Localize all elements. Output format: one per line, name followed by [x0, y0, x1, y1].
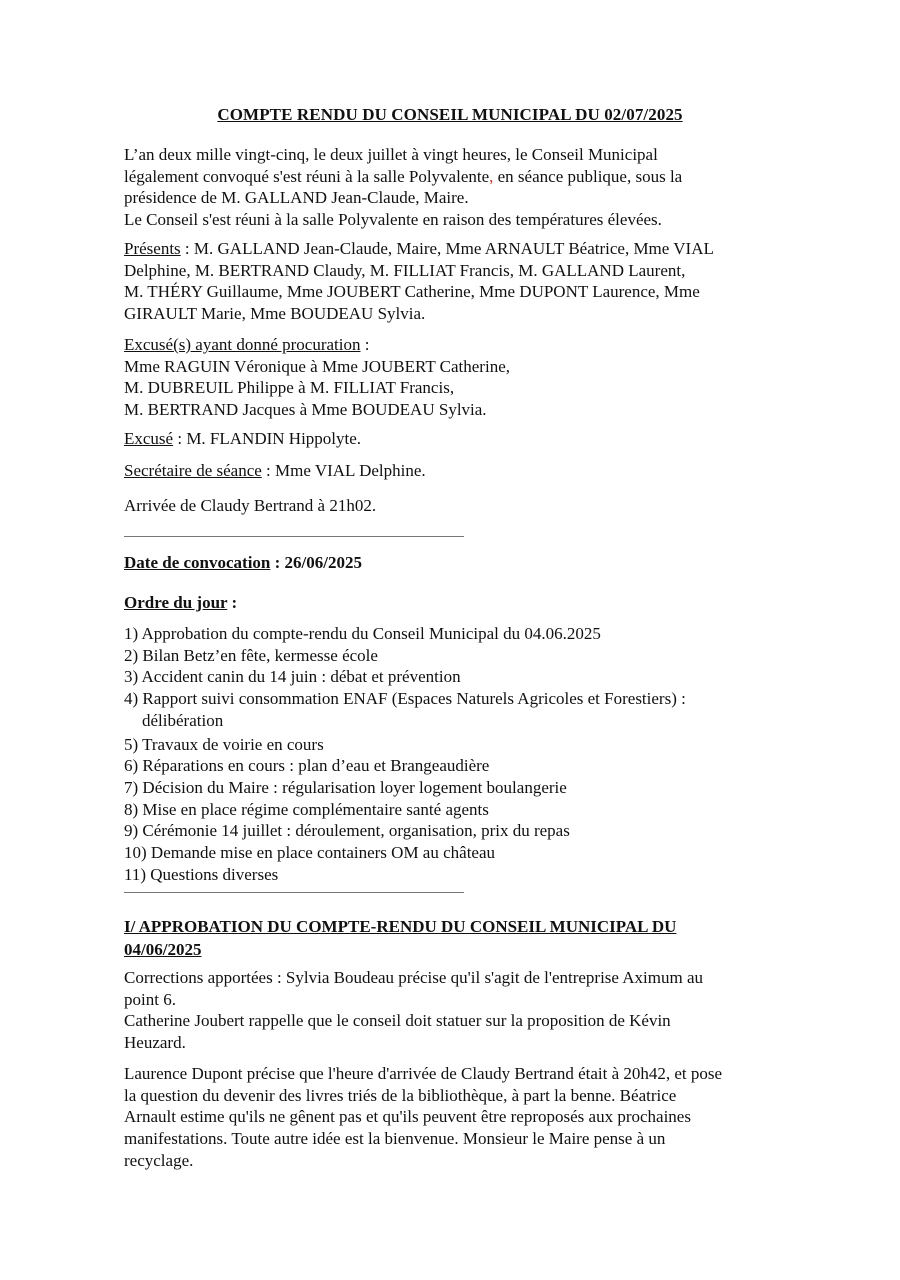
- agenda-item: 8) Mise en place régime complémentaire santé agents: [124, 799, 489, 819]
- secretaire-text: [124, 460, 784, 482]
- procuration-label: Excusé(s) ayant donné procuration: [124, 335, 361, 354]
- paragraph-line: Heuzard.: [124, 1033, 186, 1053]
- procuration-line: M. BERTRAND Jacques à Mme BOUDEAU Sylvia.: [124, 400, 487, 420]
- section-1-paragraph-1: [124, 967, 784, 1054]
- procuration-heading: [124, 334, 784, 356]
- intro-line: présidence de M. GALLAND Jean-Claude, Maire.: [124, 188, 469, 208]
- agenda-item: 2) Bilan Betz’en fête, kermesse école: [124, 645, 378, 665]
- agenda-item: 9) Cérémonie 14 juillet : déroulement, organisation, prix du repas: [124, 821, 570, 841]
- section-1-paragraph-2: [124, 1063, 784, 1172]
- section-heading-line: I/ APPROBATION DU COMPTE-RENDU DU CONSEIL MUNICIPAL DU: [124, 917, 677, 936]
- ordre-suffix: :: [227, 593, 238, 612]
- paragraph-line: Laurence Dupont précise que l'heure d'arrivée de Claudy Bertrand était à 20h42, et pose: [124, 1064, 723, 1083]
- agenda-item: 3) Accident canin du 14 juin : débat et prévention: [124, 667, 461, 687]
- intro-text: légalement convoqué s'est réuni à la salle Polyvalente: [124, 166, 490, 186]
- agenda-item: 5) Travaux de voirie en cours: [124, 734, 324, 754]
- ordre-heading-text: [124, 592, 784, 614]
- convocation-line: [124, 552, 784, 574]
- presents-line: GIRAULT Marie, Mme BOUDEAU Sylvia.: [124, 304, 426, 324]
- presents-paragraph: [124, 238, 784, 325]
- presents-line: [124, 238, 784, 260]
- excuse-text: [124, 428, 784, 450]
- secretaire-line: [124, 460, 784, 482]
- paragraph-line: Corrections apportées : Sylvia Boudeau précise qu'il s'agit de l'entreprise Aximum au: [124, 968, 704, 987]
- separator-rule: [124, 892, 464, 893]
- convocation-text: [124, 552, 784, 574]
- excuse-label: Excusé: [124, 429, 174, 448]
- procuration-suffix: :: [360, 335, 370, 354]
- intro-line: Le Conseil s'est réuni à la salle Polyvalente en raison des températures élevées.: [124, 210, 662, 230]
- intro-text: en séance publique, sous la: [493, 166, 683, 186]
- agenda-item: 7) Décision du Maire : régularisation loyer logement boulangerie: [124, 777, 567, 797]
- section-1-heading: [124, 915, 784, 961]
- ordre-heading: [124, 592, 784, 614]
- document-title: COMPTE RENDU DU CONSEIL MUNICIPAL DU 02/07/2025: [217, 105, 683, 124]
- presents-line: Delphine, M. BERTRAND Claudy, M. FILLIAT Francis, M. GALLAND Laurent,: [124, 260, 686, 280]
- paragraph-line: manifestations. Toute autre idée est la bienvenue. Monsieur le Maire pense à un: [124, 1129, 666, 1149]
- agenda-item: 4) Rapport suivi consommation ENAF (Espaces Naturels Agricoles et Forestiers) :: [124, 689, 686, 709]
- presents-line: M. THÉRY Guillaume, Mme JOUBERT Catherine, Mme DUPONT Laurence, Mme: [124, 282, 700, 302]
- intro-line: L’an deux mille vingt-cinq, le deux juillet à vingt heures, le Conseil Municipal: [124, 145, 658, 164]
- convocation-value: : 26/06/2025: [270, 553, 362, 572]
- agenda-list: [124, 623, 784, 885]
- agenda-item-continuation: délibération: [142, 710, 224, 730]
- paragraph-line: la question du devenir des livres triés de la bibliothèque, à part la benne. Béatrice: [124, 1085, 677, 1105]
- secretaire-value: : Mme VIAL Delphine.: [261, 461, 426, 480]
- intro-line: [124, 166, 784, 188]
- presents-label: Présents: [124, 239, 181, 258]
- secretaire-label: Secrétaire de séance: [124, 461, 262, 480]
- agenda-item: 10) Demande mise en place containers OM au château: [124, 843, 496, 863]
- presents-text: : M. GALLAND Jean-Claude, Maire, Mme ARNAULT Béatrice, Mme VIAL: [180, 239, 714, 258]
- convocation-label: Date de convocation: [124, 553, 271, 572]
- procuration-line: M. DUBREUIL Philippe à M. FILLIAT Francis,: [124, 378, 455, 398]
- excuse-value: : M. FLANDIN Hippolyte.: [173, 429, 362, 448]
- paragraph-line: point 6.: [124, 989, 176, 1009]
- paragraph-line: Catherine Joubert rappelle que le conseil doit statuer sur la proposition de Kévin: [124, 1011, 671, 1031]
- red-comma: ,: [489, 166, 494, 186]
- intro-paragraph: [124, 144, 784, 231]
- excuse-line: [124, 428, 784, 450]
- agenda-item: 6) Réparations en cours : plan d’eau et Brangeaudière: [124, 756, 490, 776]
- section-heading-line: 04/06/2025: [124, 940, 202, 959]
- separator-rule: [124, 536, 464, 537]
- agenda-item: 11) Questions diverses: [124, 864, 279, 884]
- paragraph-line: recyclage.: [124, 1150, 194, 1170]
- procuration-paragraph: [124, 334, 784, 421]
- ordre-label: Ordre du jour: [124, 593, 228, 612]
- arrivee-text: Arrivée de Claudy Bertrand à 21h02.: [124, 496, 377, 515]
- procuration-line: Mme RAGUIN Véronique à Mme JOUBERT Catherine,: [124, 356, 510, 376]
- arrivee-line: [124, 495, 784, 517]
- agenda-item: 1) Approbation du compte-rendu du Conseil Municipal du 04.06.2025: [124, 624, 601, 643]
- paragraph-line: Arnault estime qu'ils ne gênent pas et qu'ils peuvent être reproposés aux prochaines: [124, 1107, 691, 1127]
